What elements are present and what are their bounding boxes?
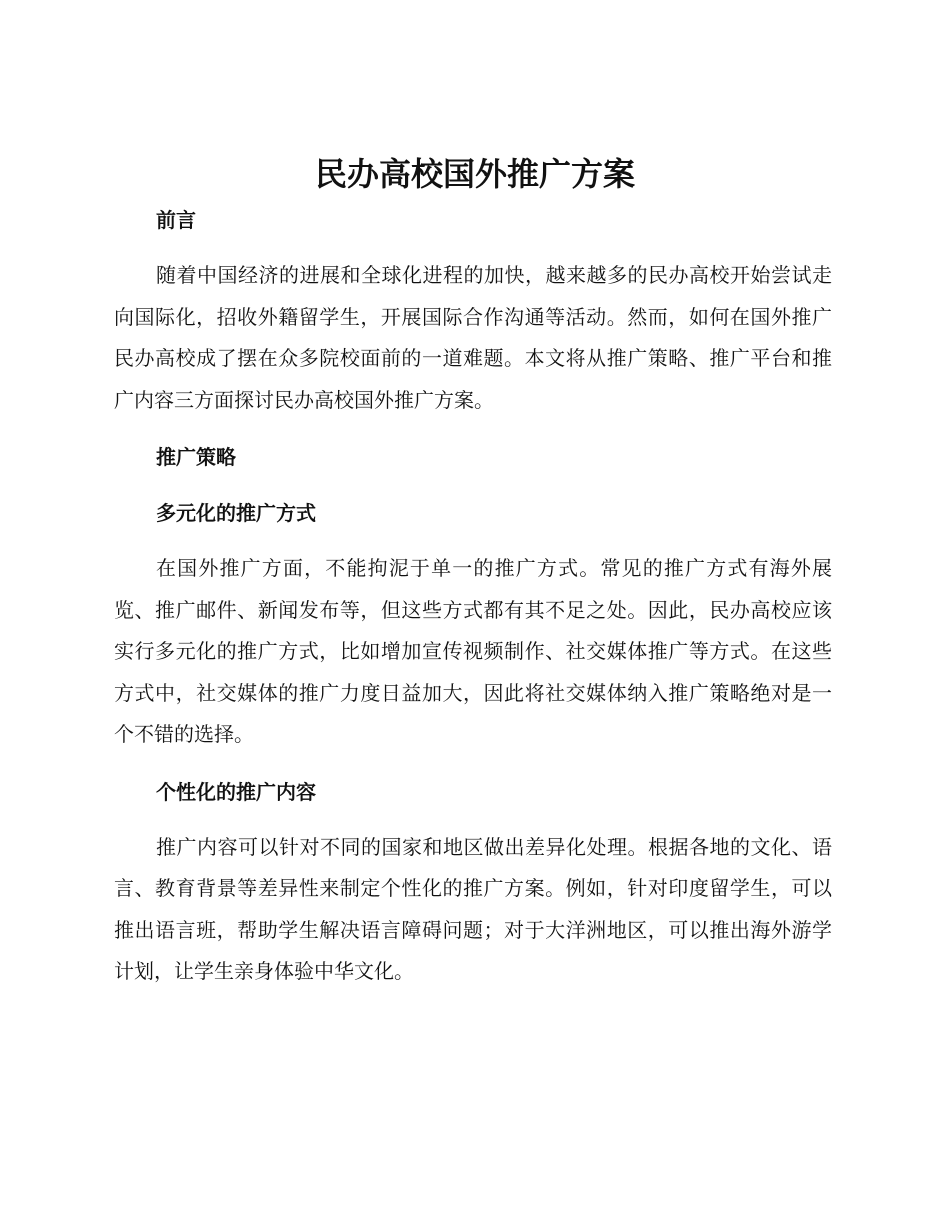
- paragraph-personalized: 推广内容可以针对不同的国家和地区做出差异化处理。根据各地的文化、语言、教育背景等差异性来制定个性化的推广方案。例如，针对印度留学生，可以推出语言班，帮助学生解决语言障碍问题；对于大洋洲地区，可以推出海外游学计划，让学生亲身体验中华文化。: [114, 834, 832, 983]
- paragraph-diversified: 在国外推广方面，不能拘泥于单一的推广方式。常见的推广方式有海外展览、推广邮件、新闻发布等，但这些方式都有其不足之处。因此，民办高校应该实行多元化的推广方式，比如增加宣传视频制作、社交媒体推广等方式。在这些方式中，社交媒体的推广力度日益加大，因此将社交媒体纳入推广策略绝对是一个不错的选择。: [114, 556, 832, 746]
- section-heading-diversified: 多元化的推广方式: [156, 501, 316, 525]
- paragraph-preface: 随着中国经济的进展和全球化进程的加快，越来越多的民办高校开始尝试走向国际化，招收外籍留学生，开展国际合作沟通等活动。然而，如何在国外推广民办高校成了摆在众多院校面前的一道难题。本文将从推广策略、推广平台和推广内容三方面探讨民办高校国外推广方案。: [114, 263, 832, 412]
- section-heading-strategy: 推广策略: [156, 445, 236, 469]
- document-body: [114, 200, 832, 993]
- document-title: 民办高校国外推广方案: [314, 155, 635, 193]
- section-heading-personalized: 个性化的推广内容: [156, 779, 316, 804]
- section-heading-preface: 前言: [156, 208, 196, 232]
